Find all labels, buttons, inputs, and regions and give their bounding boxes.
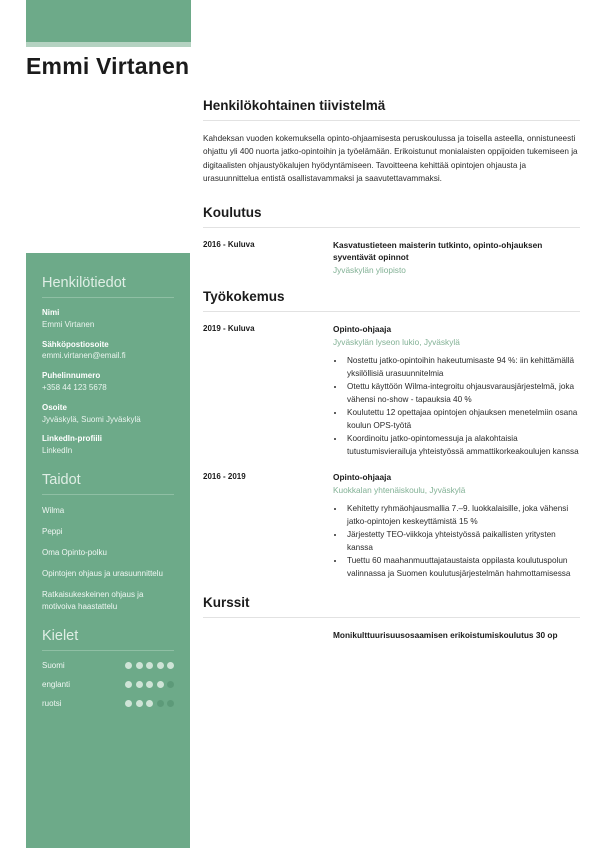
rating-dot-filled xyxy=(146,662,153,669)
entry-bullet: • Koordinoitu jatko-opintomessuja ja alakohtaisia tutustumisvierailuja yhteistyössä ammattikorkeakoulujen kanssa xyxy=(345,433,580,459)
resume-entry xyxy=(203,323,580,459)
languages-list xyxy=(42,661,174,708)
personal-field-label: LinkedIn-profiili xyxy=(42,434,102,444)
skill-item: Ratkaisukeskeinen ohjaus ja motivoiva haastattelu xyxy=(42,589,144,611)
sidebar-heading-skills: Taidot xyxy=(42,471,81,488)
entry-date xyxy=(203,629,333,641)
sidebar-section-skills xyxy=(42,466,174,613)
language-row xyxy=(42,680,174,689)
entry-date: 2019 - Kuluva xyxy=(203,323,255,333)
personal-field-value: emmi.virtanen@email.fi xyxy=(42,351,126,361)
sidebar-section-personal xyxy=(42,269,174,457)
entry-bullet: • Järjestetty TEO-viikkoja yhteistyössä paikallisten yritysten kanssa xyxy=(345,529,580,555)
language-rating-dots xyxy=(125,681,174,688)
rating-dot-filled xyxy=(125,700,132,707)
page-title: Emmi Virtanen xyxy=(26,53,190,79)
entry-body xyxy=(333,323,580,459)
personal-field-label: Nimi xyxy=(42,308,60,317)
header-accent-strip xyxy=(26,42,191,47)
entry-title: Opinto-ohjaaja xyxy=(333,323,392,334)
entry-bullet-list xyxy=(333,355,580,459)
sidebar-heading-personal: Henkilötiedot xyxy=(42,275,126,291)
personal-field-value: Jyväskylä, Suomi Jyväskylä xyxy=(42,414,141,424)
personal-field-value: LinkedIn xyxy=(42,446,73,456)
entry-title: Opinto-ohjaaja xyxy=(333,471,392,482)
section-divider xyxy=(203,227,580,228)
personal-fields-list xyxy=(42,308,174,457)
personal-field-label: Sähköpostiosoite xyxy=(42,339,109,349)
personal-field xyxy=(42,434,174,457)
personal-field-label: Puhelinnumero xyxy=(42,371,101,381)
rating-dot-filled xyxy=(136,662,143,669)
entry-title: Monikulttuurisuusosaamisen erikoistumiskoulutus 30 op xyxy=(333,629,558,640)
summary-text: Kahdeksan vuoden kokemuksella opinto-ohjaamisesta peruskoulussa ja toisella asteella, onnistuneesti ohjattu yli 400 nuorta jatko-opintoihin ja työelämään. Erikoistunut monialaisten oppijoiden tukemiseen ja digitaalisten ohjaustyökalujen hyödyntämiseen. Tavoitteena kehittää opintojen ohjausta ja urasuunnittelua entistä osallistavammaksi ja saavutettavammaksi. xyxy=(203,134,578,183)
skills-list xyxy=(42,505,174,613)
rating-dot-empty xyxy=(157,700,164,707)
rating-dot-filled xyxy=(125,681,132,688)
skill-item: Peppi xyxy=(42,526,63,536)
entry-date: 2016 - 2019 xyxy=(203,471,246,481)
personal-field xyxy=(42,403,174,426)
entry-bullet: • Nostettu jatko-opintoihin hakeutumisaste 94 %: iin kehittämällä yksilöllisiä urasuunnitelmia xyxy=(345,355,580,381)
rating-dot-filled xyxy=(136,681,143,688)
section-education xyxy=(203,205,580,276)
section-summary xyxy=(203,98,580,185)
rating-dot-filled xyxy=(146,700,153,707)
entry-bullet: • Kehitetty ryhmäohjausmallia 7.–9. luokkalaisille, joka vähensi jatko-opintojen keskeyttämistä 15 % xyxy=(345,503,580,529)
section-courses xyxy=(203,595,580,641)
personal-field xyxy=(42,340,174,363)
language-rating-dots xyxy=(125,662,174,669)
skill-item: Opintojen ohjaus ja urasuunnittelu xyxy=(42,568,163,578)
section-title-education: Koulutus xyxy=(203,205,262,221)
sidebar-divider xyxy=(42,650,174,651)
entry-body xyxy=(333,239,580,276)
resume-entry xyxy=(203,471,580,581)
courses-entry-list xyxy=(203,629,580,641)
language-row xyxy=(42,661,174,670)
sidebar-divider xyxy=(42,494,174,495)
rating-dot-filled xyxy=(167,662,174,669)
resume-entry xyxy=(203,239,580,276)
experience-entry-list xyxy=(203,323,580,581)
personal-field-label: Osoite xyxy=(42,402,67,412)
main-content xyxy=(203,98,580,653)
entry-date: 2016 - Kuluva xyxy=(203,240,255,250)
entry-body xyxy=(333,629,580,641)
section-divider xyxy=(203,617,580,618)
section-divider xyxy=(203,120,580,121)
education-entry-list xyxy=(203,239,580,276)
language-name: ruotsi xyxy=(42,698,62,708)
entry-title: Kasvatustieteen maisterin tutkinto, opinto-ohjauksen syventävät opinnot xyxy=(333,240,543,263)
skill-item: Wilma xyxy=(42,505,65,515)
personal-field xyxy=(42,308,174,331)
entry-organization: Kuokkalan yhtenäiskoulu, Jyväskylä xyxy=(333,484,466,495)
language-rating-dots xyxy=(125,700,174,707)
rating-dot-filled xyxy=(157,681,164,688)
rating-dot-filled xyxy=(125,662,132,669)
entry-bullet-list xyxy=(333,503,580,581)
header-accent-block xyxy=(26,0,191,42)
personal-field xyxy=(42,371,174,394)
resume-entry xyxy=(203,629,580,641)
section-experience xyxy=(203,289,580,581)
sidebar-heading-languages: Kielet xyxy=(42,627,79,644)
entry-organization: Jyväskylän lyseon lukio, Jyväskylä xyxy=(333,336,460,347)
rating-dot-filled xyxy=(157,662,164,669)
section-title-courses: Kurssit xyxy=(203,594,250,610)
entry-body xyxy=(333,471,580,581)
entry-bullet: • Koulutettu 12 opettajaa opintojen ohjauksen menetelmiin osana koulun OPS-työtä xyxy=(345,407,580,433)
sidebar xyxy=(26,253,190,848)
rating-dot-empty xyxy=(167,700,174,707)
entry-bullet: • Tuettu 60 maahanmuuttajataustaista oppilasta koulutuspolun valinnassa ja Suomen koulutusjärjestelmän hahmottamisessa xyxy=(345,555,580,581)
section-title-summary: Henkilökohtainen tiivistelmä xyxy=(203,98,386,113)
entry-bullet: • Otettu käyttöön Wilma-integroitu ohjausvarausjärjestelmä, joka vähensi no-show - tapauksia 40 % xyxy=(345,381,580,407)
rating-dot-filled xyxy=(146,681,153,688)
rating-dot-empty xyxy=(167,681,174,688)
section-divider xyxy=(203,311,580,312)
sidebar-section-languages xyxy=(42,622,174,708)
rating-dot-filled xyxy=(136,700,143,707)
language-row xyxy=(42,699,174,708)
section-title-experience: Työkokemus xyxy=(203,288,285,304)
language-name: Suomi xyxy=(42,660,65,670)
skill-item: Oma Opinto-polku xyxy=(42,547,107,557)
personal-field-value: +358 44 123 5678 xyxy=(42,382,107,392)
entry-organization: Jyväskylän yliopisto xyxy=(333,265,406,276)
language-name: englanti xyxy=(42,679,71,689)
personal-field-value: Emmi Virtanen xyxy=(42,319,95,329)
sidebar-divider xyxy=(42,297,174,298)
